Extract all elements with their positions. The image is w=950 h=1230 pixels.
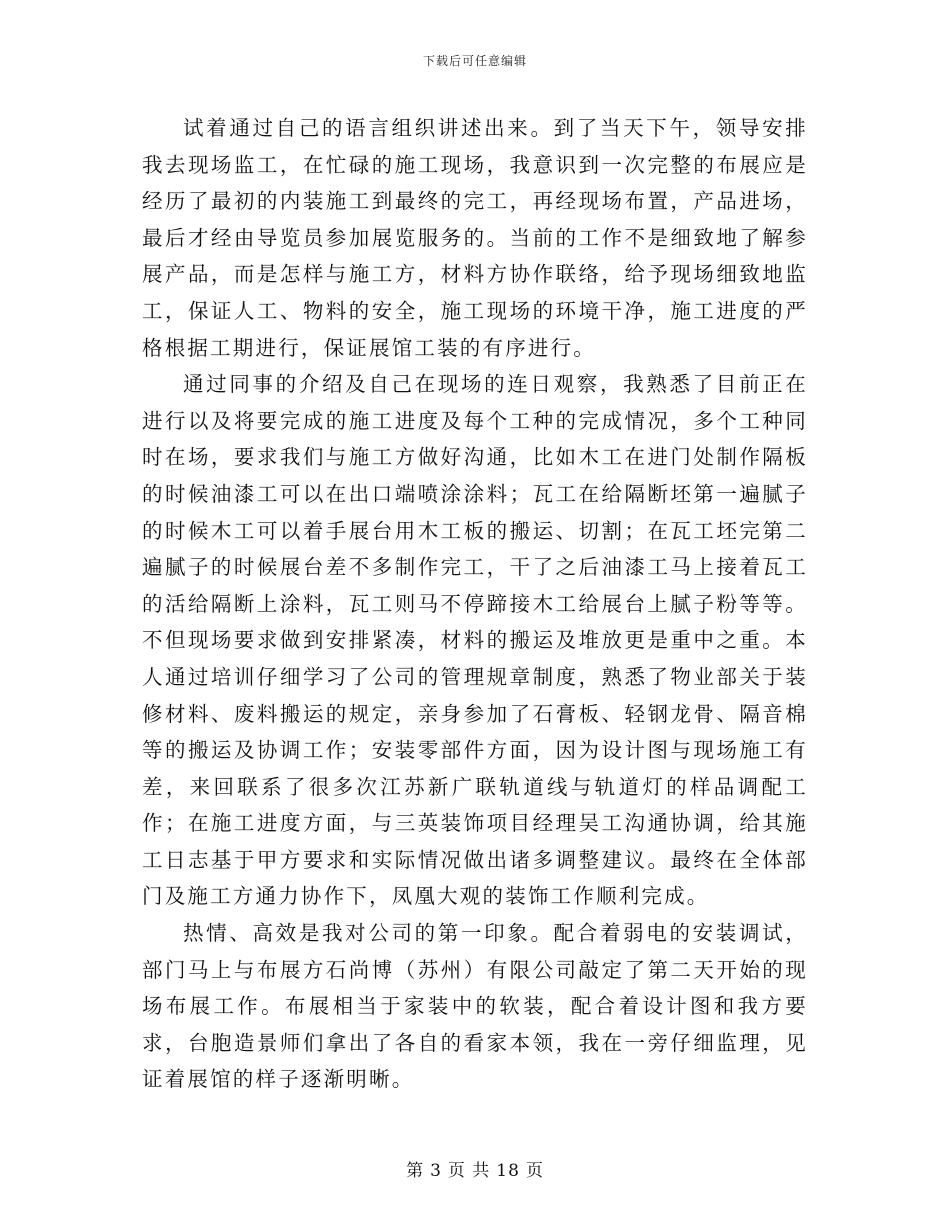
paragraph-2: 通过同事的介绍及自己在现场的连日观察，我熟悉了目前正在进行以及将要完成的施工进度及每个工种的完成情况，多个工种同时在场，要求我们与施工方做好沟通，比如木工在进门处制作隔板的时候油漆工可以在出口端喷涂涂料；瓦工在给隔断坯第一遍腻子的时候木工可以着手展台用木工板的搬运、切割；在瓦工坯完第二遍腻子的时候展台差不多制作完工，干了之后油漆工马上接着瓦工的活给隔断上涂料，瓦工则马不停蹄接木工给展台上腻子粉等等。 不但现场要求做到安排紧凑，材料的搬运及堆放更是重中之重。本人通过培训仔细学习了公司的管理规章制度，熟悉了物业部关于装修材料、废料搬运的规定，亲身参加了石膏板、轻钢龙骨、隔音棉等的搬运及协调工作；安装零部件方面，因为设计图与现场施工有差，来回联系了很多次江苏新广联轨道线与轨道灯的样品调配工作；在施工进度方面，与三英装饰项目经理吴工沟通协调，给其施工日志基于甲方要求和实际情况做出诸多调整建议。最终在全体部门及施工方通力协作下，凤凰大观的装饰工作顺利完成。 <box>142 372 808 909</box>
page-header: 下载后可任意编辑 <box>422 54 527 68</box>
footer-total-pages: 18 <box>496 1161 520 1181</box>
paragraph-1: 试着通过自己的语言组织讲述出来。到了当天下午，领导安排我去现场监工，在忙碌的施工现场，我意识到一次完整的布展应是经历了最初的内装施工到最终的完工，再经现场布置，产品进场，最后才经由导览员参加展览服务的。当前的工作不是细致地了解参展产品，而是怎样与施工方，材料方协作联络，给予现场细致地监工，保证人工、物料的安全，施工现场的环境干净，施工进度的严格根据工期进行，保证展馆工装的有序进行。 <box>142 116 808 360</box>
page-footer <box>0 1156 950 1181</box>
footer-middle: 页 共 <box>447 1161 491 1181</box>
footer-prefix: 第 <box>406 1161 425 1181</box>
footer-current-page: 3 <box>430 1161 442 1181</box>
paragraph-3: 热情、高效是我对公司的第一印象。配合着弱电的安装调试，部门马上与布展方石尚博（苏州）有限公司敲定了第二天开始的现场布展工作。布展相当于家装中的软装，配合着设计图和我方要求，台胞造景师们拿出了各自的看家本领，我在一旁仔细监理，见证着展馆的样子逐渐明晰。 <box>142 921 808 1092</box>
footer-suffix: 页 <box>525 1161 544 1181</box>
document-body <box>142 110 808 1098</box>
